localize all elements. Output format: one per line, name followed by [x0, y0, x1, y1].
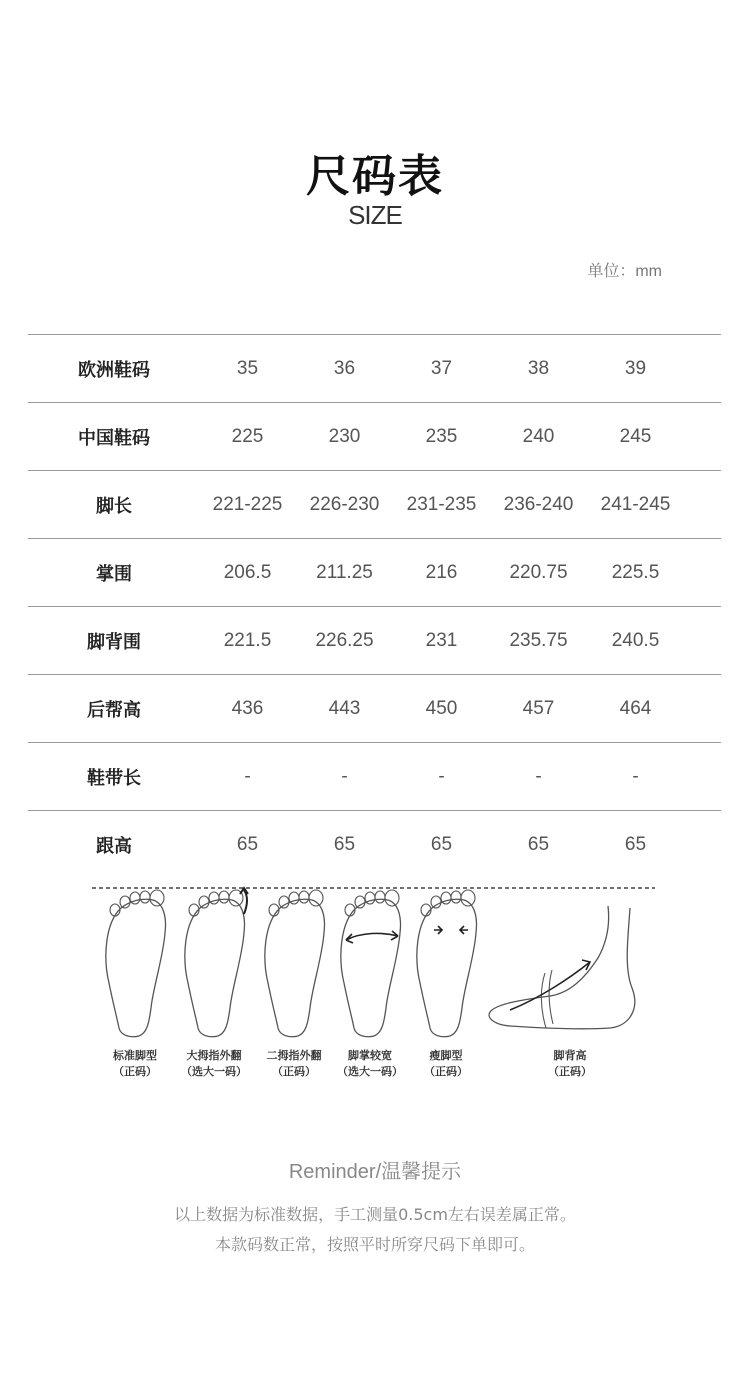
- table-cell: 206.5: [223, 561, 272, 583]
- table-cell: 240.5: [611, 629, 660, 651]
- second-toe-foot-icon: [265, 890, 325, 1037]
- foot-type-advice: （选大一码）: [337, 1065, 403, 1078]
- table-cell: 39: [624, 357, 647, 379]
- table-cell: -: [535, 765, 542, 787]
- table-cell: 221.5: [223, 629, 272, 651]
- foot-type-illustration: [80, 878, 670, 1088]
- table-row: [28, 403, 721, 471]
- unit-prefix: 单位：: [587, 261, 636, 280]
- table-cell: -: [244, 765, 251, 787]
- foot-type-name: 大拇指外翻: [186, 1049, 242, 1062]
- table-cell: 235: [425, 425, 458, 447]
- table-cell: 230: [328, 425, 361, 447]
- reminder-title-cn: 温馨提示: [381, 1159, 462, 1183]
- row-label: 后帮高: [87, 699, 141, 721]
- foot-type-name: 二拇指外翻: [266, 1049, 322, 1062]
- table-cell: 37: [430, 357, 453, 379]
- table-cell: 38: [527, 357, 550, 379]
- table-cell: 241-245: [600, 493, 671, 515]
- table-row: [28, 471, 721, 539]
- foot-type-advice: （选大一码）: [181, 1065, 247, 1078]
- table-cell: 226.25: [315, 629, 374, 651]
- unit-value: mm: [635, 263, 662, 280]
- row-label: 欧洲鞋码: [78, 359, 150, 381]
- table-cell: 245: [619, 425, 652, 447]
- reminder-line-2: 本款码数正常，按照平时所穿尺码下单即可。: [214, 1235, 535, 1254]
- reminder-title-en: Reminder: [288, 1161, 376, 1183]
- page-subtitle: SIZE: [348, 200, 402, 230]
- table-cell: 220.75: [509, 561, 568, 583]
- table-cell: 35: [236, 357, 259, 379]
- row-label: 跟高: [96, 835, 132, 857]
- table-cell: 231-235: [406, 493, 477, 515]
- table-cell: 65: [333, 833, 356, 855]
- foot-type-name: 脚掌较宽: [348, 1049, 392, 1062]
- table-cell: 240: [522, 425, 555, 447]
- table-cell: -: [438, 765, 445, 787]
- page-title: 尺码表: [306, 151, 444, 202]
- table-cell: 457: [522, 697, 555, 719]
- foot-type-advice: （正码）: [548, 1065, 592, 1078]
- table-cell: -: [632, 765, 639, 787]
- reminder-title-separator: /: [375, 1161, 382, 1183]
- foot-type-name: 标准脚型: [113, 1049, 157, 1062]
- table-row: [28, 335, 721, 403]
- row-label: 脚长: [96, 495, 132, 517]
- foot-type-caption: [525, 1048, 615, 1080]
- row-label: 鞋带长: [87, 767, 141, 789]
- unit-label: [587, 258, 662, 281]
- table-row: [28, 811, 721, 878]
- wide-foot-icon: [341, 890, 401, 1037]
- foot-type-advice: （正码）: [272, 1065, 316, 1078]
- table-cell: 436: [231, 697, 264, 719]
- table-row: [28, 607, 721, 675]
- foot-type-caption: [401, 1048, 491, 1080]
- foot-type-caption: [90, 1048, 180, 1080]
- table-cell: 225.5: [611, 561, 660, 583]
- table-row: [28, 743, 721, 811]
- table-cell: 211.25: [316, 561, 373, 583]
- table-cell: 216: [425, 561, 458, 583]
- table-cell: 464: [619, 697, 652, 719]
- table-cell: 65: [624, 833, 647, 855]
- size-table: [28, 334, 721, 878]
- table-cell: 236-240: [503, 493, 574, 515]
- table-cell: 443: [328, 697, 361, 719]
- foot-type-advice: （正码）: [113, 1065, 157, 1078]
- table-row: [28, 539, 721, 607]
- table-cell: 65: [527, 833, 550, 855]
- reminder-title: [0, 1155, 750, 1184]
- row-label: 脚背围: [87, 631, 141, 653]
- table-cell: 226-230: [309, 493, 380, 515]
- reminder-line-1: 以上数据为标准数据，手工测量0.5cm左右误差属正常。: [174, 1205, 576, 1224]
- table-cell: -: [341, 765, 348, 787]
- table-cell: 231: [425, 629, 458, 651]
- table-cell: 65: [430, 833, 453, 855]
- table-cell: 65: [236, 833, 259, 855]
- narrow-foot-icon: [417, 890, 477, 1037]
- table-cell: 36: [333, 357, 356, 379]
- table-row: [28, 675, 721, 743]
- high-instep-foot-icon: [489, 906, 635, 1029]
- foot-type-name: 瘦脚型: [429, 1049, 463, 1062]
- row-label: 中国鞋码: [78, 427, 150, 449]
- bunion-foot-icon: [185, 888, 248, 1037]
- table-cell: 225: [231, 425, 264, 447]
- foot-type-advice: （正码）: [424, 1065, 468, 1078]
- row-label: 掌围: [96, 563, 132, 585]
- table-cell: 221-225: [212, 493, 283, 515]
- foot-sketches: [80, 878, 670, 1043]
- standard-foot-icon: [106, 890, 166, 1037]
- table-cell: 235.75: [509, 629, 568, 651]
- foot-type-caption: [169, 1048, 259, 1080]
- foot-type-name: 脚背高: [553, 1049, 587, 1062]
- table-cell: 450: [425, 697, 458, 719]
